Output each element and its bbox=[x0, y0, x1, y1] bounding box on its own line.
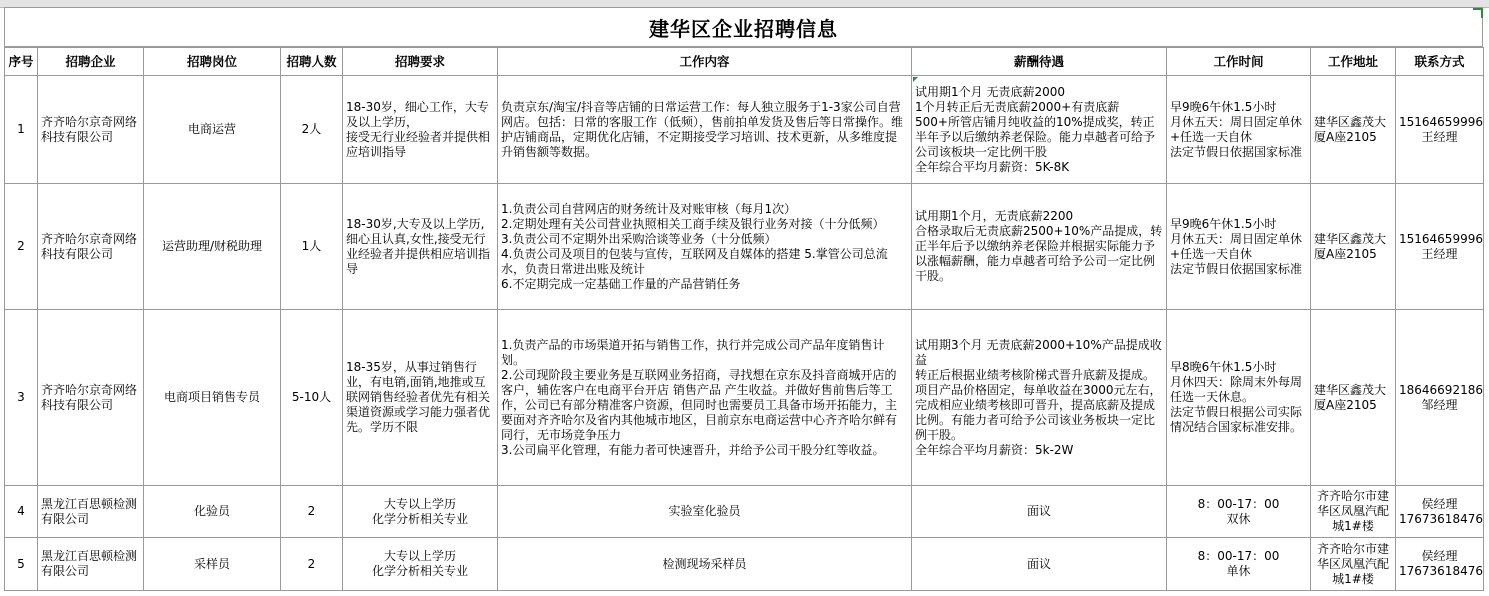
header-position[interactable]: 招聘岗位 bbox=[144, 48, 281, 76]
count-cell[interactable]: 2 bbox=[281, 486, 343, 538]
position-cell[interactable]: 电商项目销售专员 bbox=[144, 310, 281, 486]
comment-indicator-icon bbox=[913, 77, 918, 82]
header-content[interactable]: 工作内容 bbox=[498, 48, 912, 76]
cell-marker-icon bbox=[1473, 8, 1483, 18]
salary-cell[interactable]: 面议 bbox=[912, 486, 1167, 538]
header-no[interactable]: 序号 bbox=[5, 48, 38, 76]
requirements-cell[interactable]: 大专以上学历 化学分析相关专业 bbox=[343, 538, 498, 591]
salary-cell[interactable]: 试用期1个月，无责底薪2200 合格录取后无责底薪2500+10%产品提成，转正半年后予以缴纳养老保险并根据实际能力予以涨幅薪酬，能力卓越者可给予公司一定比例干股。 bbox=[912, 184, 1167, 310]
header-address[interactable]: 工作地址 bbox=[1311, 48, 1396, 76]
requirements-cell[interactable]: 大专以上学历 化学分析相关专业 bbox=[343, 486, 498, 538]
row-number[interactable]: 4 bbox=[5, 486, 38, 538]
table-row bbox=[5, 538, 1484, 591]
table-row bbox=[5, 310, 1484, 486]
company-cell[interactable]: 齐齐哈尔京奇网络科技有限公司 bbox=[38, 76, 144, 184]
position-cell[interactable]: 运营助理/财税助理 bbox=[144, 184, 281, 310]
header-salary[interactable]: 薪酬待遇 bbox=[912, 48, 1167, 76]
company-cell[interactable]: 黑龙江百思顿检测有限公司 bbox=[38, 486, 144, 538]
hours-cell[interactable]: 早8晚6午休1.5小时 月休四天：除周末外每周任选一天休息。 法定节假日根据公司实际情况结合国家标准安排。 bbox=[1167, 310, 1311, 486]
sheet-title[interactable]: 建华区企业招聘信息 bbox=[4, 7, 1483, 47]
header-requirements[interactable]: 招聘要求 bbox=[343, 48, 498, 76]
header-contact[interactable]: 联系方式 bbox=[1396, 48, 1484, 76]
salary-cell[interactable]: 面议 bbox=[912, 538, 1167, 591]
recruitment-table bbox=[4, 47, 1484, 591]
row-number[interactable]: 2 bbox=[5, 184, 38, 310]
row-number[interactable]: 3 bbox=[5, 310, 38, 486]
table-row bbox=[5, 76, 1484, 184]
content-cell[interactable]: 检测现场采样员 bbox=[498, 538, 912, 591]
header-company[interactable]: 招聘企业 bbox=[38, 48, 144, 76]
address-cell[interactable]: 建华区鑫茂大厦A座2105 bbox=[1311, 310, 1396, 486]
contact-cell[interactable]: 18646692186 邹经理 bbox=[1396, 310, 1484, 486]
count-cell[interactable]: 2人 bbox=[281, 76, 343, 184]
count-cell[interactable]: 1人 bbox=[281, 184, 343, 310]
company-cell[interactable]: 齐齐哈尔京奇网络科技有限公司 bbox=[38, 310, 144, 486]
contact-cell[interactable]: 侯经理 17673618476 bbox=[1396, 538, 1484, 591]
header-hours[interactable]: 工作时间 bbox=[1167, 48, 1311, 76]
header-row bbox=[5, 48, 1484, 76]
address-cell[interactable]: 齐齐哈尔市建华区凤凰汽配城1#楼 bbox=[1311, 486, 1396, 538]
salary-text: 试用期1个月 无责底薪2000 1个月转正后无责底薪2000+有责底薪500+所管店铺月纯收益的10%提成奖，转正半年予以后缴纳养老保险。能力卓越者可给予公司该板块一定比例干股 全年综合平均月薪资：5K-8K bbox=[915, 84, 1156, 174]
position-cell[interactable]: 化验员 bbox=[144, 486, 281, 538]
content-cell[interactable]: 负责京东/淘宝/抖音等店铺的日常运营工作：每人独立服务于1-3家公司自营网店。包括：日常的客服工作（低频），售前拍单发货及售后等日常操作。维护店铺商品，定期优化店铺，不定期接受学习培训、技术更新，从多维度提升销售额等数据。 bbox=[498, 76, 912, 184]
position-cell[interactable]: 电商运营 bbox=[144, 76, 281, 184]
count-cell[interactable]: 2 bbox=[281, 538, 343, 591]
requirements-cell[interactable]: 18-30岁，细心工作，大专及以上学历， 接受无行业经验者并提供相应培训指导 bbox=[343, 76, 498, 184]
content-cell[interactable]: 实验室化验员 bbox=[498, 486, 912, 538]
content-cell[interactable]: 1.负责产品的市场渠道开拓与销售工作，执行并完成公司产品年度销售计划。 2.公司现阶段主要业务是互联网业务招商，寻找想在京东及抖音商城开店的客户，辅佐客户在电商平台开店 销售产品 产生收益。并做好售前售后等工作，公司已有部分精准客户资源，但同时也需要员工具备市场开拓能力，主要面对齐齐哈尔及省内其他城市地区，目前京东电商运营中心齐齐哈尔鲜有同行，无市场竞争压力 3.公司扁平化管理，有能力者可快速晋升，并给予公司干股分红等收益。 bbox=[498, 310, 912, 486]
company-cell[interactable]: 齐齐哈尔京奇网络科技有限公司 bbox=[38, 184, 144, 310]
content-cell[interactable]: 1.负责公司自营网店的财务统计及对账审核（每月1次） 2.定期处理有关公司营业执照相关工商手续及银行业务对接（十分低频） 3.负责公司不定期外出采购洽谈等业务（十分低频） 4.负责公司及项目的包装与宣传，互联网及自媒体的搭建 5.掌管公司总流水，负责日常进出账及统计 6.不定期完成一定基础工作量的产品营销任务 bbox=[498, 184, 912, 310]
table-row bbox=[5, 486, 1484, 538]
hours-cell[interactable]: 早9晚6午休1.5小时 月休五天：周日固定单休+任选一天自休 法定节假日依据国家标准 bbox=[1167, 184, 1311, 310]
requirements-cell[interactable]: 18-35岁，从事过销售行业，有电销,面销,地推或互联网销售经验者优先有相关渠道资源或学习能力强者优先。学历不限 bbox=[343, 310, 498, 486]
salary-cell[interactable]: 试用期3个月 无责底薪2000+10%产品提成收益 转正后根据业绩考核阶梯式晋升底薪及提成。项目产品价格固定，每单收益在3000元左右，完成相应业绩考核即可晋升，提高底薪及提成比例。有能力者可给予公司该业务板块一定比例干股。 全年综合平均月薪资：5k-2W bbox=[912, 310, 1167, 486]
contact-cell[interactable]: 侯经理 17673618476 bbox=[1396, 486, 1484, 538]
row-number[interactable]: 5 bbox=[5, 538, 38, 591]
requirements-cell[interactable]: 18-30岁,大专及以上学历,细心且认真,女性,接受无行业经验者并提供相应培训指导 bbox=[343, 184, 498, 310]
table-row bbox=[5, 184, 1484, 310]
salary-cell[interactable] bbox=[912, 76, 1167, 184]
contact-cell[interactable]: 15164659996 王经理 bbox=[1396, 184, 1484, 310]
address-cell[interactable]: 建华区鑫茂大厦A座2105 bbox=[1311, 76, 1396, 184]
contact-cell[interactable]: 15164659996 王经理 bbox=[1396, 76, 1484, 184]
company-cell[interactable]: 黑龙江百思顿检测有限公司 bbox=[38, 538, 144, 591]
hours-cell[interactable]: 8：00-17：00 双休 bbox=[1167, 486, 1311, 538]
position-cell[interactable]: 采样员 bbox=[144, 538, 281, 591]
count-cell[interactable]: 5-10人 bbox=[281, 310, 343, 486]
hours-cell[interactable]: 8：00-17：00 单休 bbox=[1167, 538, 1311, 591]
hours-cell[interactable]: 早9晚6午休1.5小时 月休五天：周日固定单休+任选一天自休 法定节假日依据国家标准 bbox=[1167, 76, 1311, 184]
address-cell[interactable]: 齐齐哈尔市建华区凤凰汽配城1#楼 bbox=[1311, 538, 1396, 591]
row-number[interactable]: 1 bbox=[5, 76, 38, 184]
header-count[interactable]: 招聘人数 bbox=[281, 48, 343, 76]
address-cell[interactable]: 建华区鑫茂大厦A座2105 bbox=[1311, 184, 1396, 310]
